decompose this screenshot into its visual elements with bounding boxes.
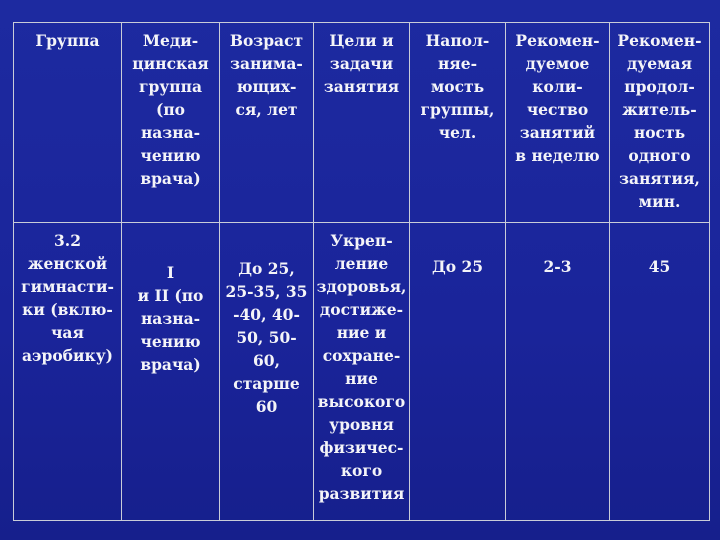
cell-group-text: 3.2 женской гимнасти- ки (вклю- чая аэробику) — [21, 231, 114, 365]
header-group — [14, 23, 122, 223]
cell-sessions — [506, 223, 610, 521]
header-sessions — [506, 23, 610, 223]
header-age-text: Возраст занима- ющих- ся, лет — [229, 31, 304, 119]
table-row — [14, 223, 710, 521]
cell-medical-group — [122, 223, 220, 521]
cell-duration — [610, 223, 710, 521]
cell-age-text: До 25, 25-35, 35 -40, 40- 50, 50- 60, старше 60 — [225, 259, 308, 416]
table-header-row — [14, 23, 710, 223]
header-duration — [610, 23, 710, 223]
cell-medical-group-text: I и II (по назна- чению врача) — [137, 263, 204, 374]
header-medical-group-text: Меди- цинская группа (по назна- чению врача) — [132, 31, 209, 188]
header-duration-text: Рекомен- дуемая продол- житель- ность одного занятия, мин. — [617, 31, 702, 211]
cell-group — [14, 223, 122, 521]
header-goals-text: Цели и задачи занятия — [323, 31, 400, 96]
header-group-text: Группа — [35, 31, 100, 50]
schedule-table — [13, 22, 710, 521]
cell-occupancy — [410, 223, 506, 521]
cell-goals-text: Укреп- ление здоровья, достиже- ние и сохране- ние высокого уровня физичес- кого развития — [316, 231, 407, 503]
header-goals — [314, 23, 410, 223]
header-sessions-text: Рекомен- дуемое коли- чество занятий в неделю — [515, 31, 600, 165]
header-age — [220, 23, 314, 223]
header-occupancy-text: Напол- няе- мость группы, чел. — [420, 31, 495, 142]
cell-sessions-text: 2-3 — [543, 257, 572, 276]
header-medical-group — [122, 23, 220, 223]
cell-occupancy-text: До 25 — [431, 257, 484, 276]
header-occupancy — [410, 23, 506, 223]
cell-age — [220, 223, 314, 521]
cell-duration-text: 45 — [648, 257, 671, 276]
cell-goals — [314, 223, 410, 521]
